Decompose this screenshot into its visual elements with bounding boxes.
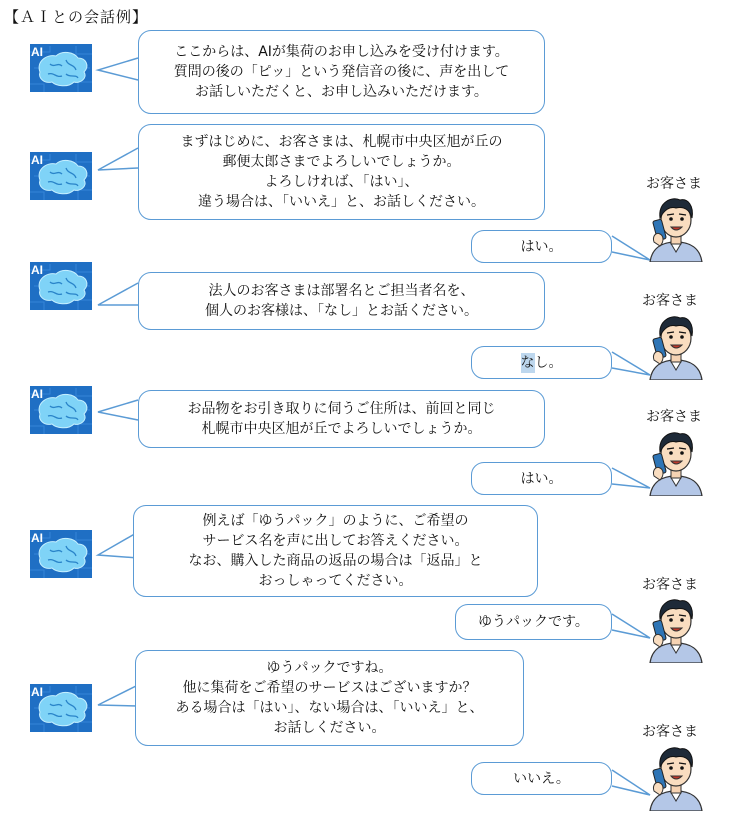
- ai-bubble-1-line-3: お話しいただくと、お申し込みいただけます。: [195, 84, 488, 100]
- customer-bubble-2: [471, 346, 612, 379]
- ai-badge: AI: [31, 153, 43, 167]
- ai-badge: AI: [31, 685, 43, 699]
- ai-brain-icon: [30, 44, 92, 92]
- customer-bubble-1-text: はい。: [520, 238, 563, 255]
- customer-bubble-5-text: いいえ。: [513, 770, 570, 787]
- customer-phone-icon: [646, 741, 706, 811]
- bubble-tail-customer-1: [612, 236, 650, 260]
- customer-label: お客さま: [646, 409, 702, 425]
- bubble-tail-ai-4: [98, 400, 138, 420]
- bubble-tail-customer-5: [612, 770, 650, 795]
- customer-phone-icon: [646, 426, 706, 496]
- ai-brain-icon: [30, 386, 92, 434]
- ai-brain-icon: [30, 152, 92, 200]
- bubble-tail-ai-1: [98, 58, 138, 80]
- customer-bubble-3-text: はい。: [520, 470, 563, 487]
- bubble-tail-customer-4: [612, 614, 650, 638]
- ai-bubble-1-line-2: 質問の後の「ピッ」という発信音の後に、声を出して: [173, 64, 510, 80]
- customer-phone-icon: [646, 192, 706, 262]
- ai-bubble-4-line-1: お品物をお引き取りに伺うご住所は、前回と同じ: [187, 401, 496, 417]
- customer-label: お客さま: [642, 724, 698, 740]
- bubble-tail-ai-2: [98, 148, 138, 170]
- ai-badge: AI: [31, 45, 43, 59]
- ai-bubble-3: [138, 272, 545, 330]
- ai-bubble-4: [138, 390, 545, 448]
- bubble-tail-ai-3: [98, 283, 138, 305]
- bubble-tail-ai-5: [98, 532, 138, 558]
- ai-bubble-6-line-1: ゆうパックですね。: [266, 660, 393, 676]
- ai-bubble-2-line-2: 郵便太郎さまでよろしいでしょうか。: [222, 154, 461, 170]
- customer-label: お客さま: [642, 577, 698, 593]
- customer-bubble-3: [471, 462, 612, 495]
- ai-bubble-5-line-4: おっしゃってください。: [258, 573, 413, 589]
- ai-bubble-2-line-1: まずはじめに、お客さまは、札幌市中央区旭が丘の: [180, 134, 503, 150]
- customer-label: お客さま: [646, 176, 702, 192]
- bubble-tail-customer-3: [612, 468, 650, 488]
- ai-bubble-5-line-2: サービス名を声に出してお答えください。: [202, 533, 469, 549]
- ai-badge: AI: [31, 531, 43, 545]
- ai-brain-icon: [30, 684, 92, 732]
- ai-brain-icon: [30, 530, 92, 578]
- ai-bubble-5-line-3: なお、購入した商品の返品の場合は「返品」と: [188, 553, 483, 569]
- ai-bubble-3-line-2: 個人のお客様は、「なし」とお話ください。: [205, 303, 478, 319]
- customer-label: お客さま: [642, 293, 698, 309]
- bubble-tail-ai-6: [98, 685, 138, 706]
- customer-bubble-2-highlight: な: [520, 354, 535, 371]
- ai-bubble-4-line-2: 札幌市中央区旭が丘でよろしいでしょうか。: [201, 421, 482, 437]
- ai-bubble-5: [133, 505, 538, 597]
- ai-badge: AI: [31, 263, 43, 277]
- ai-bubble-2-line-3: よろしければ、「はい」、: [264, 174, 419, 190]
- ai-bubble-5-line-1: 例えば「ゆうパック」のように、ご希望の: [202, 513, 469, 529]
- bubble-tail-customer-2: [612, 352, 650, 375]
- customer-bubble-2-text: し。: [534, 354, 563, 371]
- ai-bubble-3-line-1: 法人のお客さまは部署名とご担当者名を、: [208, 283, 475, 299]
- customer-bubble-4: [455, 604, 612, 640]
- ai-bubble-1: [138, 30, 545, 114]
- customer-phone-icon: [646, 310, 706, 380]
- customer-bubble-1: [471, 230, 612, 263]
- ai-badge: AI: [31, 387, 43, 401]
- customer-bubble-4-text: ゆうパックです。: [478, 614, 589, 630]
- page-title: 【ＡＩとの会話例】: [4, 8, 149, 26]
- customer-phone-icon: [646, 593, 706, 663]
- customer-bubble-5: [471, 762, 612, 795]
- ai-bubble-6-line-4: お話しください。: [273, 720, 386, 736]
- ai-brain-icon: [30, 262, 92, 310]
- ai-bubble-6-line-2: 他に集荷をご希望のサービスはございますか？: [182, 680, 477, 696]
- ai-bubble-6-line-3: ある場合は「はい」、ない場合は、「いいえ」と、: [175, 700, 484, 716]
- ai-bubble-1-line-1: ここからは、AIが集荷のお申し込みを受け付けます。: [174, 44, 509, 60]
- ai-bubble-6: [135, 650, 524, 746]
- ai-bubble-2: [138, 124, 545, 220]
- ai-bubble-2-line-4: 違う場合は、「いいえ」と、お話しください。: [198, 194, 485, 210]
